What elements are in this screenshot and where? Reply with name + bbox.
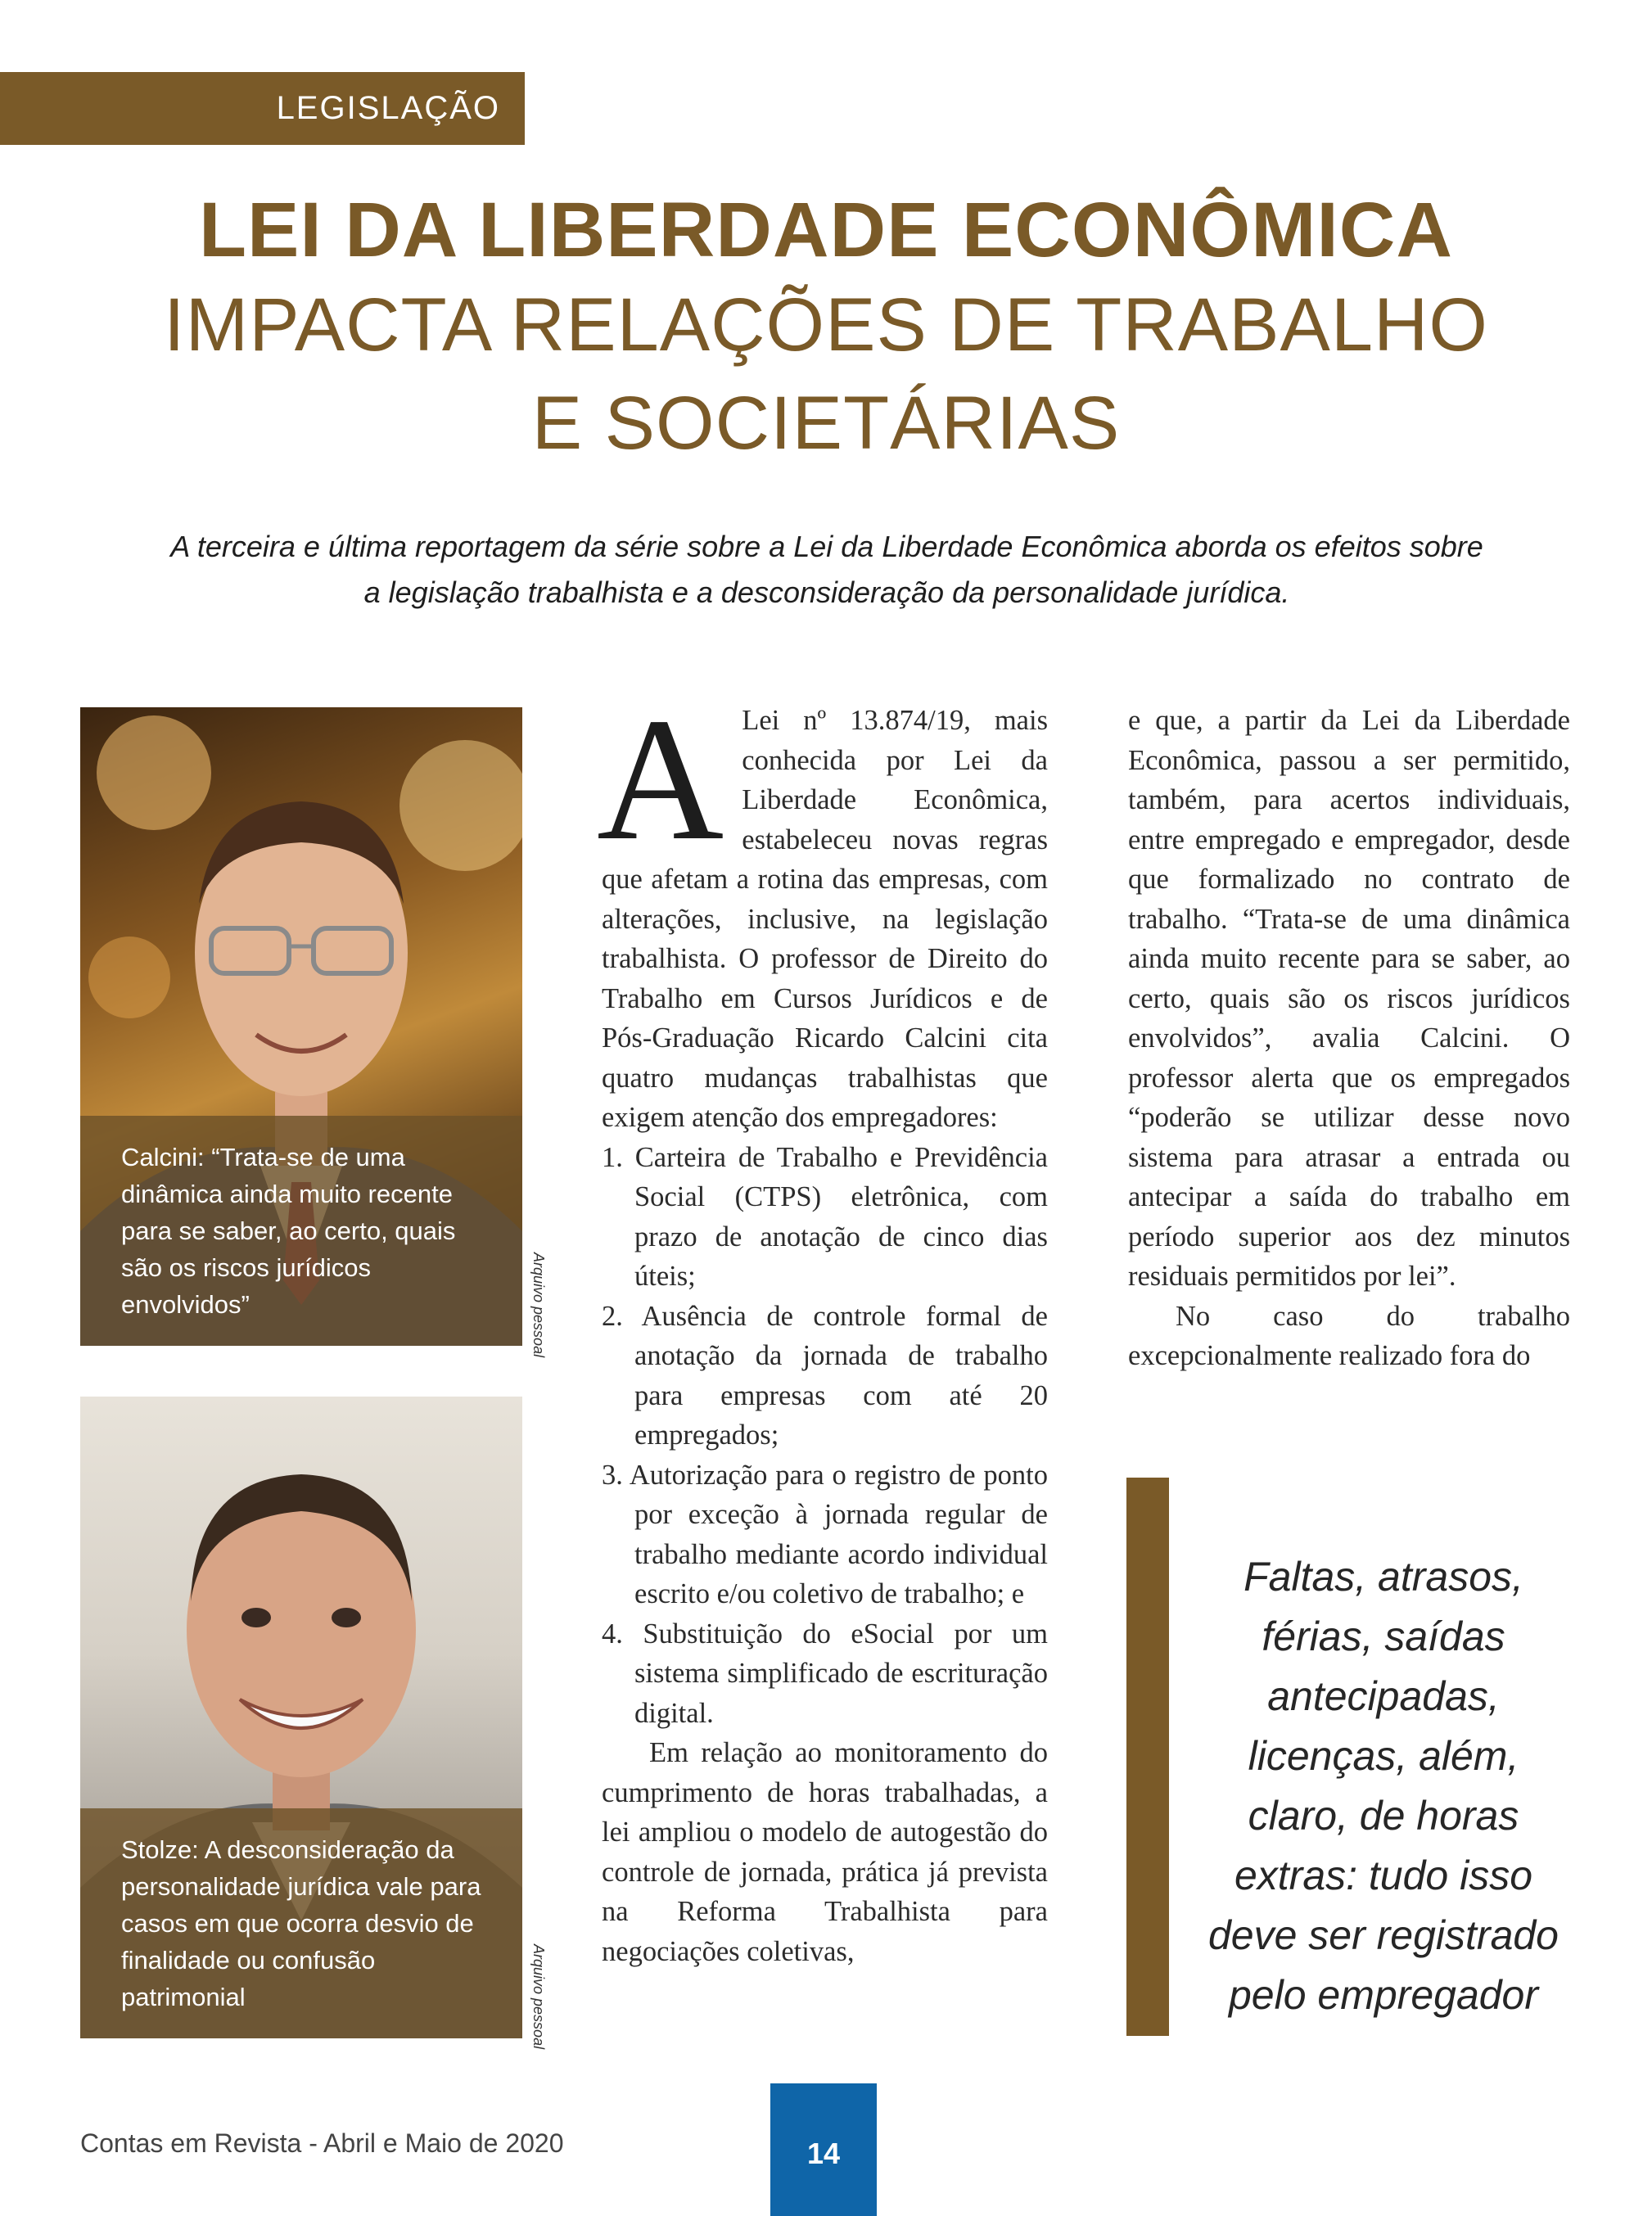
- page-number: [770, 2083, 877, 2216]
- list-item: 4. Substituição do eSocial por um sistema simplificado de escrituração digital.: [602, 1618, 1048, 1729]
- changes-list: [602, 1138, 1048, 1734]
- section-tag: [0, 72, 525, 145]
- photo-caption: Calcini: “Trata-se de uma dinâmica ainda muito recente para se saber, ao certo, quais são os riscos jurídicos envolvidos”: [80, 1116, 522, 1346]
- list-item: 2. Ausência de controle formal de anotação da jornada de trabalho para empresas com até 20 empregados;: [602, 1300, 1048, 1451]
- photo-credit: Arquivo pessoal: [530, 1944, 547, 2050]
- list-item: 1. Carteira de Trabalho e Previdência Social (CTPS) eletrônica, com prazo de anotação de cinco dias úteis;: [602, 1141, 1048, 1292]
- pull-quote-bar: [1126, 1478, 1169, 2036]
- article-column-1: [597, 681, 1048, 1971]
- article-intro: Lei nº 13.874/19, mais conhecida por Lei da Liberdade Econômica, estabeleceu novas regras que afetam a rotina das empresas, com alterações, inclusive, na legislação trabalhista. O professor de Direito do Trabalho em Cursos Jurídicos e de Pós-Graduação Ricardo Calcini cita quatro mudanças trabalhistas que exigem atenção dos empregadores:: [602, 705, 1048, 1133]
- photo-credit: Arquivo pessoal: [530, 1252, 547, 1358]
- lede-line2: a legislação trabalhista e a desconsideração da personalidade jurídica.: [363, 575, 1290, 609]
- list-item: 3. Autorização para o registro de ponto por exceção à jornada regular de trabalho mediante acordo individual escrito e/ou coletivo de trabalho; e: [602, 1459, 1048, 1609]
- article-paragraph: No caso do trabalho excepcionalmente realizado fora do: [1128, 1300, 1570, 1371]
- drop-cap: A: [597, 681, 724, 877]
- article-column-2: [1128, 701, 1570, 1376]
- title-sub-line2: E SOCIETÁRIAS: [531, 381, 1121, 465]
- article-paragraph: e que, a partir da Lei da Liberdade Econômica, passou a ser permitido, também, para acertos individuais, entre empregado e empregador, desde que formalizado no contrato de trabalho. “Trata-se de uma dinâmica ainda muito recente para se saber, ao certo, quais são os riscos jurídicos envolvidos”, avalia Calcini. O professor alerta que os empregados “poderão se utilizar desse novo sistema para atrasar a entrada ou antecipar a saída do trabalho em período superior aos dez minutos residuais permitidos por lei”.: [1128, 705, 1570, 1292]
- lede: [164, 524, 1490, 616]
- photo-caption: Stolze: A desconsideração da personalidade jurídica vale para casos em que ocorra desvio de finalidade ou confusão patrimonial: [80, 1808, 522, 2038]
- article-title: [0, 184, 1652, 472]
- lede-line1: A terceira e última reportagem da série sobre a Lei da Liberdade Econômica aborda os efeitos sobre: [170, 530, 1483, 563]
- title-sub-line1: IMPACTA RELAÇÕES DE TRABALHO: [164, 283, 1488, 367]
- title-main: LEI DA LIBERDADE ECONÔMICA: [199, 187, 1453, 273]
- article-paragraph: Em relação ao monitoramento do cumprimento de horas trabalhadas, a lei ampliou o modelo de autogestão do controle de jornada, prática já prevista na Reforma Trabalhista para negociações coletivas,: [602, 1737, 1048, 1967]
- photo-stolze: [80, 1397, 522, 2038]
- pull-quote: Faltas, atrasos, férias, saídas antecipadas, licenças, além, claro, de horas extras: tudo isso deve ser registrado pelo empregador: [1207, 1554, 1559, 2018]
- section-label: LEGISLAÇÃO: [276, 90, 500, 126]
- photo-calcini: [80, 707, 522, 1346]
- page-number-label: 14: [806, 2137, 841, 2170]
- footer-publication: Contas em Revista - Abril e Maio de 2020: [80, 2128, 564, 2158]
